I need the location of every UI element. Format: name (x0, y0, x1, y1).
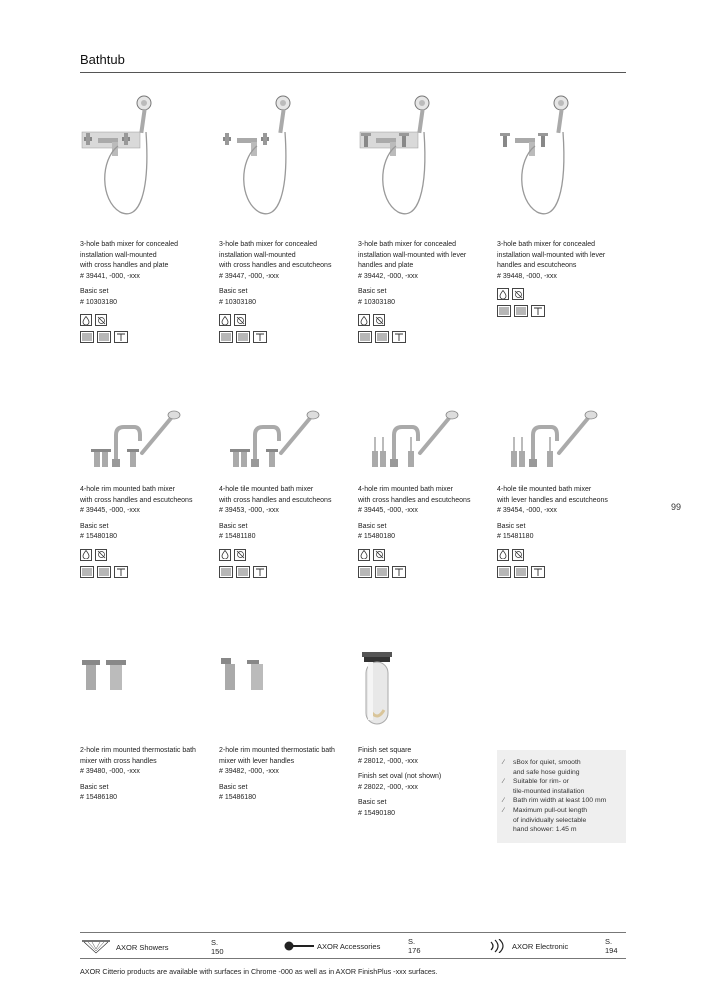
product-description: installation wall-mounted with lever (497, 251, 606, 259)
product-number: # 39480, -000, -xxx (80, 768, 140, 775)
basic-set-number: # 10303180 (80, 298, 117, 306)
feature-text: hand shower: 1.45 m (513, 826, 577, 834)
features-box (497, 750, 626, 843)
feature-text: Maximum pull-out length (513, 806, 588, 814)
basic-set-number: # 10303180 (358, 298, 395, 306)
rim-mounted-bath-mixer-image (358, 405, 493, 485)
tee-icon (531, 566, 545, 578)
grid-icon (97, 331, 111, 343)
water-drop-icon (80, 314, 92, 326)
basic-set-label: Basic set (219, 288, 248, 295)
feature-icons (358, 549, 493, 561)
product-description: 3-hole bath mixer for concealed (497, 241, 596, 248)
feature-icons (219, 314, 354, 326)
tee-icon (253, 566, 267, 578)
no-shower-icon (95, 314, 107, 326)
grid-icon (80, 566, 94, 578)
no-shower-icon (512, 288, 524, 300)
basic-set-number: # 15481180 (219, 533, 256, 540)
water-drop-icon (358, 549, 370, 561)
product-number: # 39454, -000, -xxx (497, 507, 557, 514)
basic-set-label: Basic set (219, 522, 248, 530)
no-shower-icon (373, 549, 385, 561)
basic-set-number: # 10303180 (219, 298, 256, 306)
basic-set-label: Basic set (358, 288, 387, 295)
spec-icons (219, 566, 354, 578)
finish-set-number-1: # 28012, -000, -xxx (358, 757, 418, 765)
product-description: 3-hole bath mixer for concealed (219, 241, 318, 248)
tee-icon (114, 331, 128, 343)
product-description: with cross handles and plate (80, 262, 169, 269)
feature-line (503, 825, 620, 835)
basic-set-label: Basic set (358, 799, 387, 806)
water-drop-icon (497, 288, 509, 300)
accessories-icon (283, 939, 315, 953)
product-description: with lever handles and escutcheons (497, 496, 608, 504)
footer-label-electronic: AXOR Electronic (512, 941, 569, 951)
product-description: 4-hole tile mounted bath mixer (497, 486, 592, 493)
no-shower-icon (234, 314, 246, 326)
basic-set-label: Basic set (80, 288, 109, 295)
tile-mounted-bath-mixer-image (219, 405, 354, 485)
product-description: installation wall-mounted (219, 251, 296, 259)
product-number: # 39453, -000, -xxx (219, 507, 279, 514)
product-description: 4-hole tile mounted bath mixer (219, 486, 314, 493)
page-number: 99 (671, 502, 682, 512)
finish-set-title-1: Finish set square (358, 747, 412, 754)
check-icon: ∕ (503, 797, 505, 805)
product-description: with cross handles and escutcheons (358, 496, 471, 504)
grid-icon (514, 305, 528, 317)
feature-text: of individually selectable (513, 816, 587, 824)
product-description: 2-hole rim mounted thermostatic bath (219, 747, 335, 754)
check-icon (503, 825, 513, 835)
feature-text: Bath rim width at least 100 mm (513, 797, 607, 805)
footer-page-accessories: S. 176 (408, 937, 421, 955)
footer-link-electronic[interactable] (487, 937, 618, 955)
feature-line (503, 806, 620, 816)
feature-text: and safe hose guiding (513, 768, 580, 776)
basic-set-number: # 15481180 (497, 533, 534, 540)
footer-page-showers: S. 150 (211, 938, 224, 956)
no-shower-icon (373, 314, 385, 326)
spec-icons (219, 331, 354, 343)
finish-set-title-2: Finish set oval (not shown) (358, 773, 442, 780)
product-description: installation wall-mounted (80, 251, 157, 259)
feature-icons (80, 314, 215, 326)
spec-icons (358, 566, 493, 578)
water-drop-icon (358, 314, 370, 326)
grid-icon (375, 566, 389, 578)
grid-icon (219, 331, 233, 343)
product-description: mixer with cross handles (80, 757, 157, 765)
finish-set-number-2: # 28022, -000, -xxx (358, 783, 418, 791)
grid-icon (358, 566, 372, 578)
wall-mounted-bath-mixer-with-hand-shower-image (497, 80, 632, 240)
tile-mounted-bath-mixer-image (497, 405, 632, 485)
product-item (80, 80, 215, 343)
page-title: Bathtub (80, 52, 125, 67)
product-item (219, 405, 354, 578)
basic-set-number: # 15486180 (80, 794, 117, 801)
product-description: with cross handles and escutcheons (219, 262, 332, 269)
wall-mounted-bath-mixer-with-hand-shower-image (80, 80, 215, 240)
feature-line (503, 777, 620, 787)
product-number: # 39482, -000, -xxx (219, 768, 279, 775)
basic-set-label: Basic set (219, 783, 248, 791)
feature-text: tile-mounted installation (513, 787, 585, 795)
tee-icon (392, 566, 406, 578)
check-icon (503, 816, 513, 826)
grid-icon (236, 566, 250, 578)
product-description: handles and plate (358, 262, 414, 269)
title-rule (80, 72, 626, 73)
grid-icon (236, 331, 250, 343)
feature-line (503, 787, 620, 797)
product-item (497, 405, 632, 578)
product-number: # 39445, -000, -xxx (80, 507, 140, 514)
feature-icons (358, 314, 493, 326)
electronic-icon (487, 939, 509, 953)
water-drop-icon (219, 314, 231, 326)
grid-icon (97, 566, 111, 578)
product-description: 4-hole rim mounted bath mixer (80, 486, 175, 493)
check-icon: ∕ (503, 759, 505, 766)
grid-icon (358, 331, 372, 343)
footer-link-accessories[interactable] (283, 937, 421, 955)
footer-page-electronic: S. 194 (605, 937, 618, 955)
check-icon: ∕ (503, 806, 505, 814)
footnote: AXOR Citterio products are available with surfaces in Chrome -000 as well as in AXOR FinishPlus -xxx surfaces. (80, 967, 438, 976)
product-description: with cross handles and escutcheons (80, 496, 193, 504)
basic-set-number: # 15480180 (358, 533, 395, 540)
water-drop-icon (219, 549, 231, 561)
product-item (358, 80, 493, 343)
product-number: # 39441, -000, -xxx (80, 272, 140, 280)
grid-icon (497, 305, 511, 317)
water-drop-icon (497, 549, 509, 561)
basic-set-number: # 15486180 (219, 794, 256, 801)
rim-mounted-bath-mixer-image (80, 405, 215, 485)
product-number: # 39447, -000, -xxx (219, 272, 279, 280)
wall-mounted-bath-mixer-with-hand-shower-image (358, 80, 493, 240)
footer-rule-top (80, 932, 626, 933)
feature-icons (497, 549, 632, 561)
product-number: # 39445, -000, -xxx (358, 507, 418, 514)
grid-icon (497, 566, 511, 578)
feature-line (503, 768, 620, 778)
footer-label-showers: AXOR Showers (116, 942, 169, 952)
product-description: mixer with lever handles (219, 757, 295, 765)
check-icon (503, 768, 513, 778)
sbox-hose-guide-image (358, 650, 493, 746)
footer-label-accessories: AXOR Accessories (317, 941, 381, 951)
basic-set-number: # 15480180 (80, 533, 117, 540)
check-icon (503, 787, 513, 797)
feature-line (503, 758, 620, 768)
product-description: 4-hole rim mounted bath mixer (358, 486, 453, 493)
product-description: 3-hole bath mixer for concealed (358, 241, 457, 248)
no-shower-icon (234, 549, 246, 561)
tee-icon (392, 331, 406, 343)
basic-set-label: Basic set (358, 522, 387, 530)
spec-icons (497, 566, 632, 578)
feature-line (503, 816, 620, 826)
basic-set-label: Basic set (497, 522, 526, 530)
feature-icons (219, 549, 354, 561)
product-item (80, 405, 215, 578)
feature-text: sBox for quiet, smooth (513, 759, 581, 766)
tee-icon (531, 305, 545, 317)
spec-icons (80, 566, 215, 578)
check-icon: ∕ (503, 778, 505, 786)
tee-icon (253, 331, 267, 343)
footer-link-showers[interactable] (80, 938, 224, 956)
product-item (219, 80, 354, 343)
feature-text: Suitable for rim- or (513, 778, 569, 786)
footer-rule-bottom (80, 958, 626, 959)
product-item (80, 650, 215, 804)
grid-icon (514, 566, 528, 578)
product-number: # 39442, -000, -xxx (358, 272, 418, 280)
product-item (358, 405, 493, 578)
finish-set-item (358, 650, 493, 819)
basic-set-number: # 15490180 (358, 809, 395, 817)
feature-line (503, 796, 620, 806)
spec-icons (358, 331, 493, 343)
basic-set-label: Basic set (80, 783, 109, 791)
product-description: handles and escutcheons (497, 262, 577, 269)
basic-set-label: Basic set (80, 522, 109, 530)
wall-mounted-bath-mixer-with-hand-shower-image (219, 80, 354, 240)
product-item (219, 650, 354, 804)
showers-icon (80, 939, 112, 955)
no-shower-icon (512, 549, 524, 561)
thermostatic-mixer-image (219, 650, 354, 746)
no-shower-icon (95, 549, 107, 561)
product-item (497, 80, 632, 317)
product-description: installation wall-mounted with lever (358, 251, 467, 259)
water-drop-icon (80, 549, 92, 561)
grid-icon (219, 566, 233, 578)
tee-icon (114, 566, 128, 578)
product-description: 3-hole bath mixer for concealed (80, 241, 179, 248)
product-description: with cross handles and escutcheons (219, 496, 332, 504)
product-description: 2-hole rim mounted thermostatic bath (80, 747, 196, 754)
spec-icons (80, 331, 215, 343)
product-number: # 39448, -000, -xxx (497, 272, 557, 280)
feature-icons (80, 549, 215, 561)
spec-icons (497, 305, 632, 317)
grid-icon (375, 331, 389, 343)
feature-icons (497, 288, 632, 300)
grid-icon (80, 331, 94, 343)
thermostatic-mixer-image (80, 650, 215, 746)
